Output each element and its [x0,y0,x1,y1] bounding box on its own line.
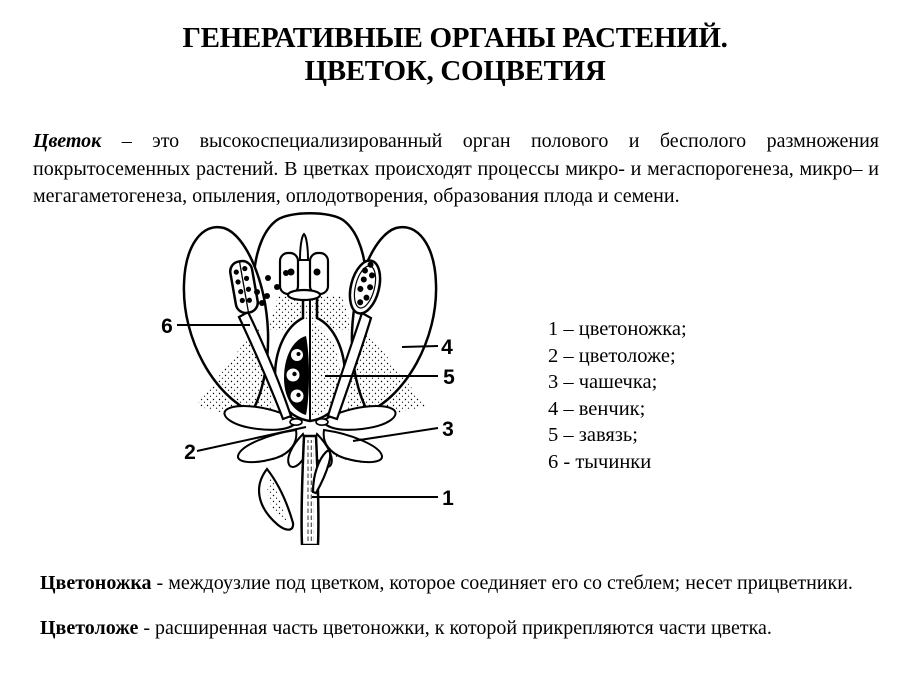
definition-receptacle-body: - расширенная часть цветоножки, к которой прикрепляются части цветка. [138,617,772,639]
diagram-label-1: 1 [442,487,454,510]
label-line-3 [353,428,438,441]
intro-paragraph [33,128,879,211]
diagram-label-6: 6 [161,315,173,338]
definition-receptacle-term: Цветоложе [40,617,139,639]
legend-item-6: 6 - тычинки [548,450,652,473]
diagram-label-4: 4 [441,336,453,359]
diagram-label-2: 2 [184,441,196,464]
diagram-label-5: 5 [443,366,455,389]
slide-title [0,22,910,88]
definition-receptacle [40,616,880,641]
stigma [300,234,308,260]
intro-body-text: – это высокоспециализированный орган полового и бесполого размножения покрытосеменных растений. В цветках происходят процессы микро- и мегаспорогенеза, микро– и мегагаметогенеза, опыления, оплодотворения, образования плода и семени. [33,130,879,207]
legend-item-4: 4 – венчик; [548,397,646,420]
diagram-label-3: 3 [442,418,454,441]
slide-title-line2: ЦВЕТОК, СОЦВЕТИЯ [304,55,606,87]
legend-item-3: 3 – чашечка; [548,371,658,393]
definition-pedicel-body: - междоузлие под цветком, которое соединяет его со стеблем; несет прицветники. [151,572,853,594]
flower-diagram-svg [140,200,470,545]
diagram-legend [548,316,687,475]
intro-lead-term: Цветок [33,130,102,152]
slide-title-line1: ГЕНЕРАТИВНЫЕ ОРГАНЫ РАСТЕНИЙ. [182,22,728,54]
definition-pedicel-term: Цветоножка [40,572,152,594]
label-line-4 [402,346,438,347]
legend-item-5: 5 – завязь; [548,424,638,446]
flower-diagram [140,200,470,545]
definition-pedicel [40,571,880,596]
legend-item-2: 2 – цветоложе; [548,344,676,367]
legend-item-1: 1 – цветоножка; [548,318,687,340]
